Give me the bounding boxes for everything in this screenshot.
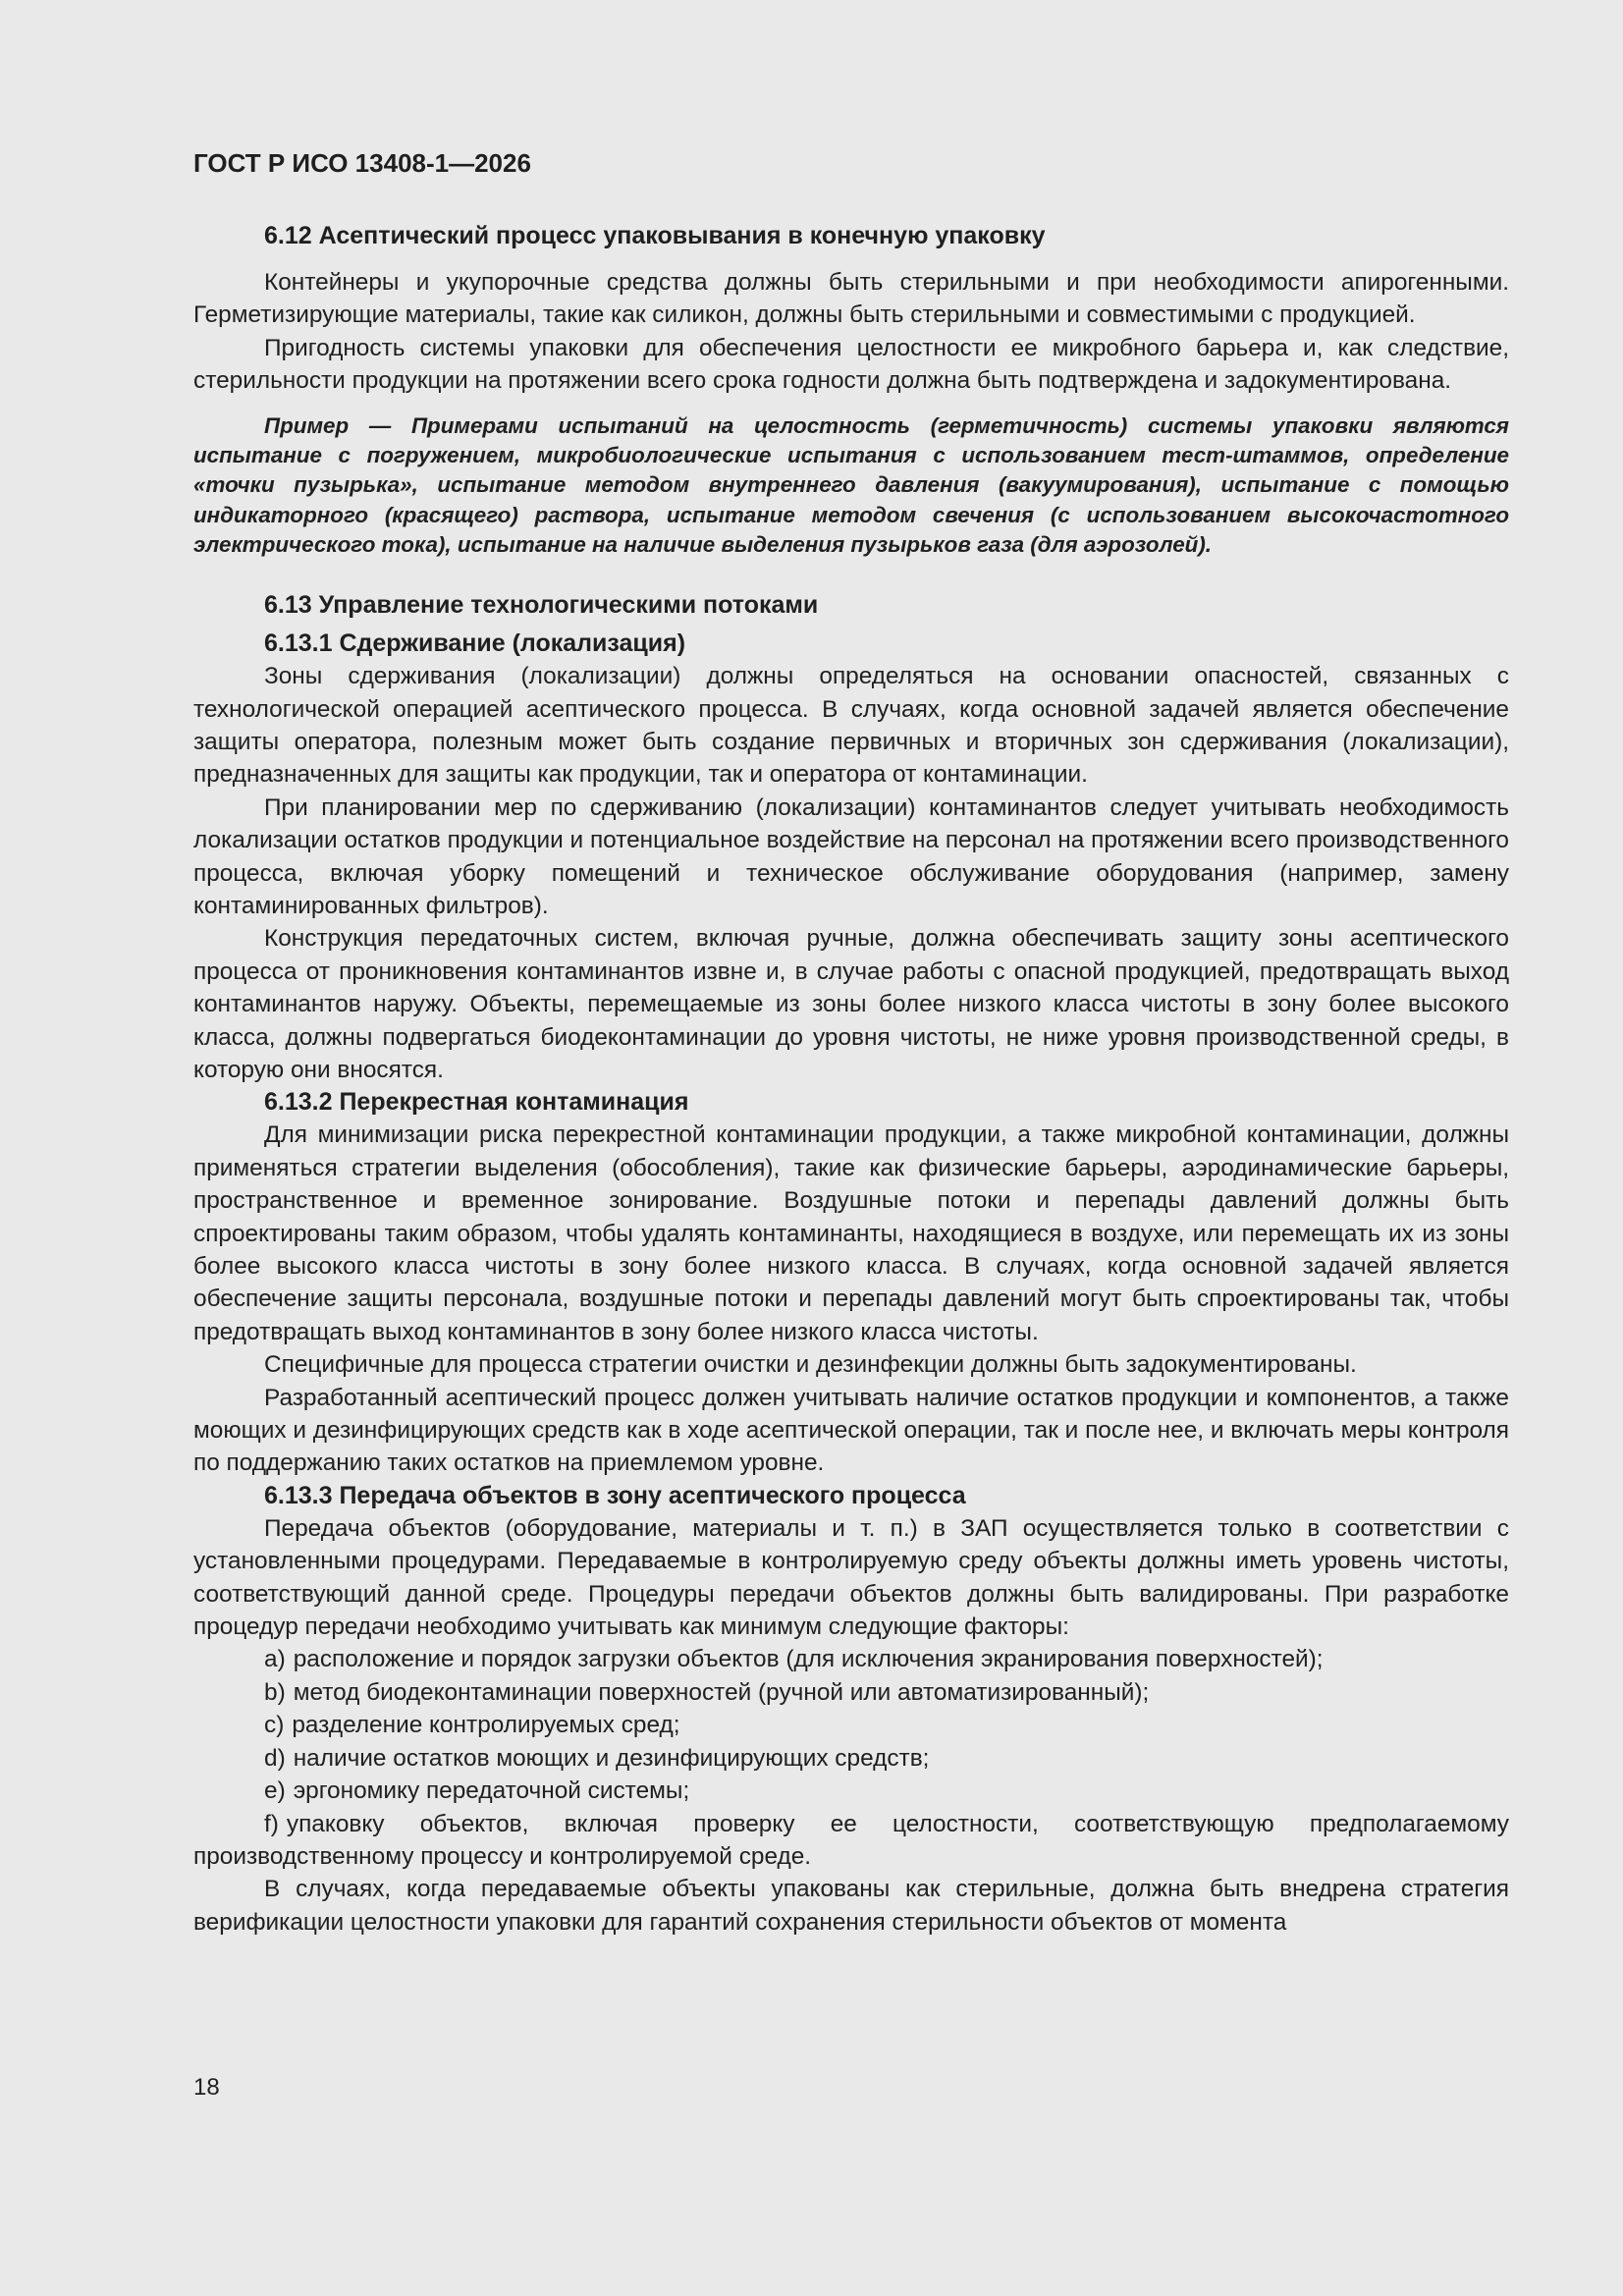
section-6-12	[193, 220, 1509, 560]
example-note: Пример — Примерами испытаний на целостность (герметичность) системы упаковки являются испытание с погружением, микробиологические испытания с использованием тест-штаммов, определение «точки пузырька», испытание методом внутреннего давления (вакуумирования), испытание с помощью индикаторного (красящего) раствора, испытание методом свечения (с использованием высокочастотного электрического тока), испытание на наличие выделения пузырьков газа (для аэрозолей).	[193, 412, 1509, 557]
list-text: разделение контролируемых сред;	[292, 1712, 680, 1739]
list-item	[193, 1775, 1509, 1807]
paragraph: Пригодность системы упаковки для обеспечения целостности ее микробного барьера и, как следствие, стерильности продукции на протяжении всего срока годности должна быть подтверждена и задокументирована.	[193, 334, 1509, 395]
factor-list	[193, 1643, 1509, 1873]
list-item	[193, 1709, 1509, 1741]
section-title: 6.13 Управление технологическими потоками	[264, 591, 819, 620]
list-marker: e)	[264, 1777, 286, 1805]
list-text: расположение и порядок загрузки объектов (для исключения экранирования поверхностей);	[293, 1646, 1324, 1673]
subsection-title: 6.13.2 Перекрестная контаминация	[264, 1088, 689, 1117]
section-6-13	[193, 589, 1509, 1939]
list-marker: b)	[264, 1678, 286, 1706]
paragraph: Зоны сдерживания (локализации) должны определяться на основании опасностей, связанных с технологической операцией асептического процесса. В случаях, когда основной задачей является обеспечение защиты оператора, полезным может быть создание первичных и вторичных зон сдерживания (локализации), предназначенных для защиты как продукции, так и оператора от контаминации.	[193, 663, 1509, 789]
paragraph: Контейнеры и укупорочные средства должны быть стерильными и при необходимости апирогенными. Герметизирующие материалы, такие как силикон, должны быть стерильными и совместимыми с продукцией.	[193, 269, 1509, 329]
list-item	[193, 1643, 1509, 1675]
list-text: упаковку объектов, включая проверку ее целостности, соответствующую предполагаемому производственному процессу и контролируемой среде.	[193, 1810, 1509, 1870]
list-marker: c)	[264, 1712, 285, 1739]
list-text: метод биодеконтаминации поверхностей (ручной или автоматизированный);	[293, 1678, 1150, 1706]
list-text: эргономику передаточной системы;	[293, 1777, 690, 1805]
subsection-title: 6.13.1 Сдерживание (локализация)	[264, 629, 686, 658]
section-title: 6.12 Асептический процесс упаковывания в конечную упаковку	[264, 222, 1046, 249]
paragraph: Специфичные для процесса стратегии очистки и дезинфекции должны быть задокументированы.	[264, 1351, 1357, 1379]
list-item	[193, 1676, 1509, 1709]
document-header: ГОСТ Р ИСО 13408-1—2026	[193, 148, 531, 178]
paragraph: Передача объектов (оборудование, материалы и т. п.) в ЗАП осуществляется только в соответствии с установленными процедурами. Передаваемые в контролируемую среду объекты должны иметь уровень чистоты, соответствующий данной среде. Процедуры передачи объектов должны быть валидированы. При разработке процедур передачи необходимо учитывать как минимум следующие факторы:	[193, 1514, 1509, 1641]
list-marker: d)	[264, 1744, 286, 1772]
paragraph: Конструкция передаточных систем, включая ручные, должна обеспечивать защиту зоны асептического процесса от проникновения контаминантов извне и, в случае работы с опасной продукцией, предотвращать выход контаминантов наружу. Объекты, перемещаемые из зоны более низкого класса чистоты в зону более высокого класса, должны подвергаться биодеконтаминации до уровня чистоты, не ниже уровня производственной среды, в которую они вносятся.	[193, 925, 1509, 1083]
subsection-title: 6.13.3 Передача объектов в зону асептического процесса	[264, 1481, 966, 1509]
paragraph: Для минимизации риска перекрестной контаминации продукции, а также микробной контаминации, должны применяться стратегии выделения (обособления), такие как физические барьеры, аэродинамические барьеры, пространственное и временное зонирование. Воздушные потоки и перепады давлений должны быть спроектированы таким образом, чтобы удалять контаминанты, находящиеся в воздухе, или перемещать их из зоны более высокого класса чистоты в зону более низкого класса. В случаях, когда основной задачей является обеспечение защиты персонала, воздушные потоки и перепады давлений могут быть спроектированы так, чтобы предотвращать выход контаминантов в зону более низкого класса чистоты.	[193, 1121, 1509, 1345]
page-number: 18	[193, 2074, 220, 2101]
list-item	[193, 1742, 1509, 1775]
paragraph: При планировании мер по сдерживанию (локализации) контаминантов следует учитывать необходимость локализации остатков продукции и потенциальное воздействие на персонал на протяжении всего производственного процесса, включая уборку помещений и техническое обслуживание оборудования (например, замену контаминированных фильтров).	[193, 793, 1509, 919]
paragraph: В случаях, когда передаваемые объекты упакованы как стерильные, должна быть внедрена стратегия верификации целостности упаковки для гарантий сохранения стерильности объектов от момента	[193, 1876, 1509, 1936]
list-text: наличие остатков моющих и дезинфицирующих средств;	[293, 1744, 930, 1772]
list-marker: f)	[264, 1810, 279, 1837]
list-item	[193, 1808, 1509, 1874]
list-marker: a)	[264, 1646, 286, 1673]
paragraph: Разработанный асептический процесс должен учитывать наличие остатков продукции и компонентов, а также моющих и дезинфицирующих средств как в ходе асептической операции, так и после нее, и включать меры контроля по поддержанию таких остатков на приемлемом уровне.	[193, 1384, 1509, 1477]
